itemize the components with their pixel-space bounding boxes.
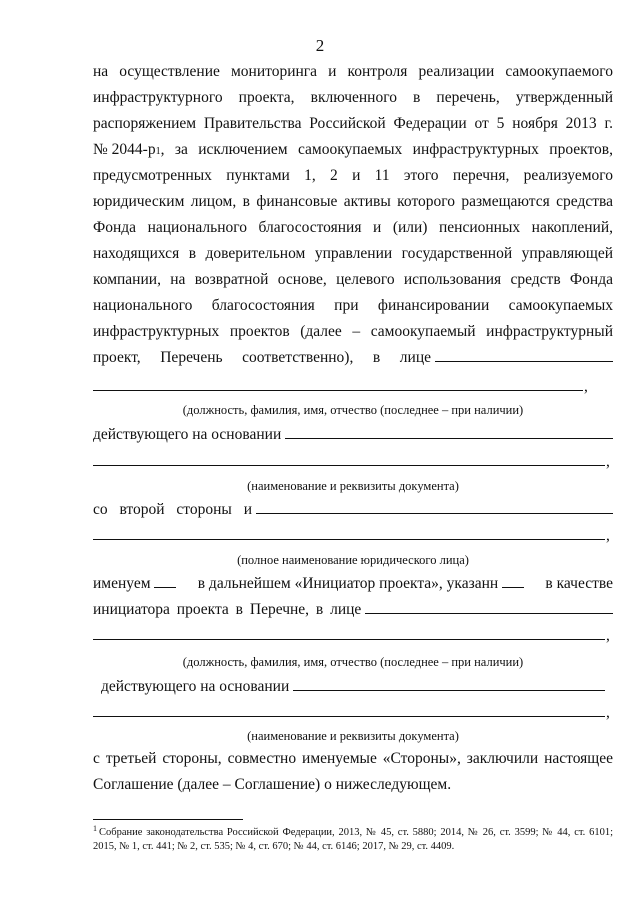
ending-blank-2[interactable]: [502, 571, 524, 588]
named-middle: в дальнейшем «Инициатор проекта», указанн: [198, 571, 524, 597]
named-line: [93, 571, 613, 597]
body-line: национального благосостояния при финансировании самоокупаемых: [93, 297, 613, 314]
body-line: [93, 345, 613, 371]
second-party-label: со второй стороны и: [93, 501, 253, 518]
representative-blank-2[interactable]: [93, 374, 583, 391]
acting-basis-blank-4[interactable]: [93, 700, 605, 717]
initiator-label: инициатора проекта в Перечне, в лице: [93, 601, 362, 618]
body-line: Фонда национального благосостояния и (или) пенсионных накоплений,: [93, 219, 613, 236]
second-party-blank[interactable]: [256, 497, 613, 514]
representative-blank[interactable]: [435, 345, 613, 362]
body-line: находящихся в доверительном управлении государственной управляющей: [93, 245, 613, 262]
named-prefix: именуем: [93, 571, 176, 597]
order-number: № 2044-р: [93, 141, 156, 158]
body-line: на осуществление мониторинга и контроля реализации самоокупаемого: [93, 63, 613, 80]
acting-basis-blank-3[interactable]: [293, 674, 605, 691]
caption-document-2: (наименование и реквизиты документа): [247, 729, 459, 743]
body-line: юридическим лицом, в финансовые активы которого размещаются средства: [93, 193, 613, 210]
body-line: инфраструктурных проектов (далее – самоокупаемый инфраструктурный: [93, 323, 613, 340]
acting-basis-line-3: [101, 674, 605, 700]
comma: ,: [606, 704, 610, 721]
initiator-line: [93, 597, 613, 623]
page-number: 2: [315, 36, 325, 55]
initiator-blank-2[interactable]: [93, 623, 605, 640]
acting-basis-blank-2[interactable]: [93, 449, 605, 466]
initiator-line-2: [93, 623, 613, 649]
second-party-blank-2[interactable]: [93, 523, 605, 540]
caption-position: (должность, фамилия, имя, отчество (последнее – при наличии): [182, 403, 524, 417]
body-line: распоряжением Правительства Российской Федерации от 5 ноября 2013 г.: [93, 115, 613, 132]
comma: ,: [606, 627, 610, 644]
ending-blank[interactable]: [154, 571, 176, 588]
named-suffix: в качестве: [545, 575, 613, 592]
caption-position-2: (должность, фамилия, имя, отчество (последнее – при наличии): [182, 655, 524, 669]
caption-document: (наименование и реквизиты документа): [247, 479, 459, 493]
second-party-line-2: [93, 523, 613, 549]
acting-basis-label-2: действующего на основании: [101, 678, 290, 695]
body-line: компании, на возвратной основе, целевого использования средств Фонда: [93, 271, 613, 288]
acting-basis-line-2: [93, 449, 613, 475]
comma: ,: [584, 378, 588, 395]
footnote-text: Собрание законодательства Российской Федерации, 2013, № 45, ст. 5880; 2014, № 26, ст. 3599; № 44, ст. 6101; 2015, № 1, ст. 441; № 2, ст. 535; № 4, ст. 670; № 44, ст. 6146; 2017, № 29, ст. 4409.: [93, 827, 613, 852]
footnote: [93, 823, 613, 854]
closing-line: Соглашение (далее – Соглашение) о нижеследующем.: [93, 776, 452, 793]
footnote-divider: [93, 819, 243, 820]
acting-basis-blank[interactable]: [285, 422, 613, 439]
acting-basis-line: [93, 422, 613, 448]
acting-basis-label: действующего на основании: [93, 426, 282, 443]
initiator-blank[interactable]: [365, 597, 613, 614]
representative-line: [93, 374, 613, 400]
caption-legal-entity: (полное наименование юридического лица): [237, 553, 469, 567]
footnote-marker: 1: [93, 823, 97, 833]
comma: ,: [606, 453, 610, 470]
body-line: инфраструктурного проекта, включенного в перечень, утвержденный: [93, 89, 613, 106]
body-line: предусмотренных пунктами 1, 2 и 11 этого перечня, реализуемого: [93, 167, 613, 184]
body-line: № 2044-р 1 , за исключением самоокупаемых инфраструктурных проектов,: [93, 137, 613, 163]
body-line-rest: , за исключением самоокупаемых инфраструктурных проектов,: [160, 141, 613, 158]
closing-line: с третьей стороны, совместно именуемые «Стороны», заключили настоящее: [93, 750, 613, 767]
comma: ,: [606, 527, 610, 544]
second-party-line: [93, 497, 613, 523]
acting-basis-line-4: [93, 700, 613, 726]
body-line-text: проект, Перечень соответственно), в лице: [93, 349, 431, 366]
